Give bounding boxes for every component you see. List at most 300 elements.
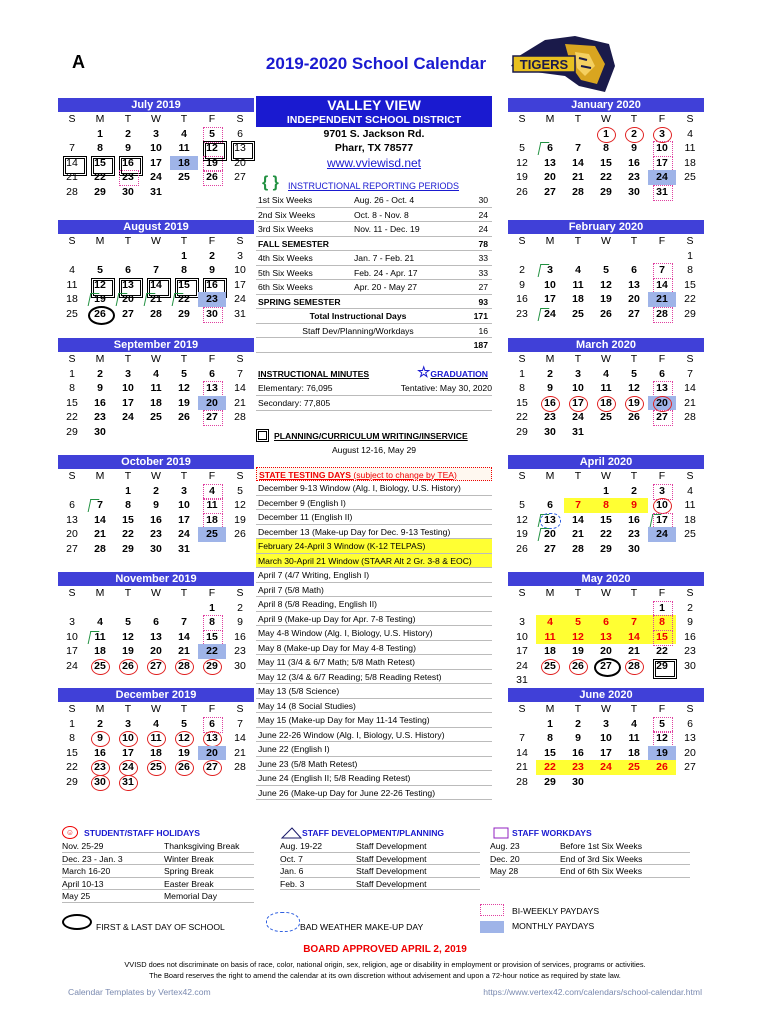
day-cell[interactable]: 29 xyxy=(544,775,556,788)
day-cell[interactable]: 23 xyxy=(86,760,114,775)
day-cell[interactable]: 16 xyxy=(516,293,528,305)
day-cell[interactable]: 6 xyxy=(209,367,215,380)
day-cell[interactable]: 4 xyxy=(631,717,637,730)
day-cell[interactable]: 19 xyxy=(572,645,584,657)
day-cell[interactable]: 16 xyxy=(150,513,162,526)
day-cell[interactable]: 1 xyxy=(69,717,75,730)
day-cell[interactable]: 27 xyxy=(544,542,556,555)
day-cell[interactable]: 29 xyxy=(66,425,78,438)
day-cell[interactable]: 23 xyxy=(150,528,162,540)
day-cell[interactable]: 27 xyxy=(66,542,78,555)
day-cell[interactable]: 8 xyxy=(648,615,676,630)
day-cell[interactable]: 6 xyxy=(198,717,226,732)
day-cell[interactable]: 10 xyxy=(516,630,528,643)
day-cell[interactable]: 10 xyxy=(150,142,162,154)
day-cell[interactable]: 20 xyxy=(114,292,142,307)
day-cell[interactable]: 21 xyxy=(684,396,696,409)
day-cell[interactable]: 16 xyxy=(628,513,640,526)
day-cell[interactable]: 15 xyxy=(544,746,556,759)
day-cell[interactable]: 3 xyxy=(237,249,243,262)
day-cell[interactable]: 26 xyxy=(170,760,198,775)
day-cell[interactable]: 14 xyxy=(684,382,696,394)
day-cell[interactable]: 25 xyxy=(142,760,170,775)
day-cell[interactable]: 12 xyxy=(628,382,640,394)
day-cell[interactable]: 27 xyxy=(198,410,226,425)
day-cell[interactable]: 26 xyxy=(178,411,190,423)
day-cell[interactable]: 30 xyxy=(86,775,114,790)
day-cell[interactable]: 4 xyxy=(603,367,609,380)
day-cell[interactable]: 26 xyxy=(648,760,676,775)
day-cell[interactable]: 10 xyxy=(122,382,134,394)
day-cell[interactable]: 15 xyxy=(648,630,676,645)
day-cell[interactable]: 8 xyxy=(592,498,620,513)
day-cell[interactable]: 27 xyxy=(234,171,246,183)
day-cell[interactable]: 24 xyxy=(114,760,142,775)
day-cell[interactable]: 30 xyxy=(572,775,584,788)
day-cell[interactable]: 28 xyxy=(572,542,584,555)
day-cell[interactable]: 7 xyxy=(237,367,243,380)
day-cell[interactable]: 10 xyxy=(572,382,584,394)
day-cell[interactable]: 25 xyxy=(178,171,190,183)
day-cell[interactable]: 8 xyxy=(198,615,226,630)
day-cell[interactable]: 22 xyxy=(94,171,106,183)
day-cell[interactable]: 8 xyxy=(687,264,693,276)
day-cell[interactable]: 12 xyxy=(198,141,226,156)
day-cell[interactable]: 21 xyxy=(178,645,190,657)
day-cell[interactable]: 14 xyxy=(620,630,648,645)
day-cell[interactable]: 18 xyxy=(544,645,556,657)
day-cell[interactable]: 3 xyxy=(519,616,525,628)
day-cell[interactable]: 24 xyxy=(66,659,78,672)
day-cell[interactable]: 7 xyxy=(86,498,114,513)
day-cell[interactable]: 10 xyxy=(178,499,190,511)
day-cell[interactable]: 4 xyxy=(687,484,693,497)
day-cell[interactable]: 11 xyxy=(684,142,696,154)
day-cell[interactable]: 15 xyxy=(170,278,198,293)
day-cell[interactable]: 16 xyxy=(114,156,142,171)
day-cell[interactable]: 18 xyxy=(684,513,696,526)
day-cell[interactable]: 1 xyxy=(592,127,620,142)
day-cell[interactable]: 17 xyxy=(516,645,528,657)
day-cell[interactable]: 17 xyxy=(648,156,676,171)
day-cell[interactable]: 10 xyxy=(114,731,142,746)
day-cell[interactable]: 30 xyxy=(684,659,696,672)
day-cell[interactable]: 9 xyxy=(86,731,114,746)
day-cell[interactable]: 25 xyxy=(684,171,696,183)
day-cell[interactable]: 8 xyxy=(69,382,75,394)
day-cell[interactable]: 20 xyxy=(684,746,696,759)
day-cell[interactable]: 26 xyxy=(114,659,142,674)
day-cell[interactable]: 17 xyxy=(150,156,162,169)
day-cell[interactable]: 22 xyxy=(536,760,564,775)
day-cell[interactable]: 6 xyxy=(125,264,131,276)
day-cell[interactable]: 17 xyxy=(648,513,676,528)
day-cell[interactable]: 19 xyxy=(234,513,246,526)
day-cell[interactable]: 28 xyxy=(648,307,676,322)
day-cell[interactable]: 5 xyxy=(181,367,187,380)
day-cell[interactable]: 22 xyxy=(684,293,696,305)
day-cell[interactable]: 14 xyxy=(234,732,246,744)
day-cell[interactable]: 23 xyxy=(516,307,528,320)
day-cell[interactable]: 9 xyxy=(519,278,525,291)
day-cell[interactable]: 28 xyxy=(684,411,696,423)
day-cell[interactable]: 17 xyxy=(122,396,134,409)
day-cell[interactable]: 27 xyxy=(648,410,676,425)
day-cell[interactable]: 5 xyxy=(237,484,243,497)
day-cell[interactable]: 15 xyxy=(66,396,78,409)
day-cell[interactable]: 11 xyxy=(86,630,114,645)
day-cell[interactable]: 22 xyxy=(656,645,668,657)
day-cell[interactable]: 8 xyxy=(97,142,103,154)
day-cell[interactable]: 23 xyxy=(94,411,106,423)
day-cell[interactable]: 14 xyxy=(178,630,190,643)
day-cell[interactable]: 15 xyxy=(66,746,78,759)
day-cell[interactable]: 9 xyxy=(237,616,243,628)
day-cell[interactable]: 10 xyxy=(234,264,246,276)
day-cell[interactable]: 25 xyxy=(150,411,162,423)
day-cell[interactable]: 17 xyxy=(564,396,592,411)
day-cell[interactable]: 31 xyxy=(234,307,246,320)
day-cell[interactable]: 31 xyxy=(114,775,142,790)
day-cell[interactable]: 26 xyxy=(600,307,612,320)
day-cell[interactable]: 6 xyxy=(69,499,75,511)
day-cell[interactable]: 3 xyxy=(575,367,581,380)
day-cell[interactable]: 21 xyxy=(628,645,640,657)
footer-credit-link[interactable]: Calendar Templates by Vertex42.com xyxy=(68,987,211,997)
day-cell[interactable]: 7 xyxy=(575,142,581,154)
day-cell[interactable]: 29 xyxy=(684,307,696,320)
day-cell[interactable]: 24 xyxy=(150,171,162,183)
day-cell[interactable]: 28 xyxy=(516,775,528,788)
day-cell[interactable]: 27 xyxy=(122,307,134,320)
district-website-link[interactable]: www.vviewisd.net xyxy=(326,156,422,170)
day-cell[interactable]: 2 xyxy=(687,601,693,614)
day-cell[interactable]: 9 xyxy=(631,142,637,154)
day-cell[interactable]: 16 xyxy=(572,746,584,759)
day-cell[interactable]: 5 xyxy=(603,264,609,276)
day-cell[interactable]: 16 xyxy=(628,156,640,169)
day-cell[interactable]: 12 xyxy=(516,513,528,526)
day-cell[interactable]: 17 xyxy=(66,645,78,657)
day-cell[interactable]: 19 xyxy=(198,156,226,171)
day-cell[interactable]: 24 xyxy=(536,307,564,322)
day-cell[interactable]: 4 xyxy=(687,127,693,140)
day-cell[interactable]: 1 xyxy=(519,367,525,380)
day-cell[interactable]: 6 xyxy=(592,615,620,630)
day-cell[interactable]: 6 xyxy=(547,499,553,511)
day-cell[interactable]: 2 xyxy=(519,264,525,276)
day-cell[interactable]: 28 xyxy=(620,659,648,674)
day-cell[interactable]: 13 xyxy=(536,513,564,528)
day-cell[interactable]: 12 xyxy=(600,278,612,291)
day-cell[interactable]: 27 xyxy=(628,307,640,320)
day-cell[interactable]: 7 xyxy=(687,367,693,380)
day-cell[interactable]: 20 xyxy=(600,645,612,657)
day-cell[interactable]: 17 xyxy=(122,746,134,759)
day-cell[interactable]: 26 xyxy=(86,307,114,322)
day-cell[interactable]: 11 xyxy=(628,732,640,744)
day-cell[interactable]: 15 xyxy=(516,396,528,409)
day-cell[interactable]: 24 xyxy=(648,527,676,542)
day-cell[interactable]: 21 xyxy=(572,171,584,183)
day-cell[interactable]: 26 xyxy=(564,659,592,674)
day-cell[interactable]: 25 xyxy=(600,411,612,423)
day-cell[interactable]: 27 xyxy=(684,761,696,773)
day-cell[interactable]: 21 xyxy=(572,528,584,540)
day-cell[interactable]: 11 xyxy=(178,142,190,154)
day-cell[interactable]: 11 xyxy=(150,382,162,394)
day-cell[interactable]: 9 xyxy=(575,732,581,744)
day-cell[interactable]: 5 xyxy=(97,264,103,276)
day-cell[interactable]: 1 xyxy=(603,484,609,497)
day-cell[interactable]: 7 xyxy=(648,263,676,278)
day-cell[interactable]: 26 xyxy=(628,411,640,423)
day-cell[interactable]: 31 xyxy=(516,674,528,686)
day-cell[interactable]: 13 xyxy=(544,156,556,169)
day-cell[interactable]: 13 xyxy=(648,381,676,396)
day-cell[interactable]: 30 xyxy=(234,659,246,672)
day-cell[interactable]: 12 xyxy=(516,156,528,169)
day-cell[interactable]: 12 xyxy=(170,731,198,746)
day-cell[interactable]: 18 xyxy=(170,156,198,171)
day-cell[interactable]: 20 xyxy=(66,528,78,540)
day-cell[interactable]: 25 xyxy=(66,307,78,320)
day-cell[interactable]: 16 xyxy=(198,278,226,293)
day-cell[interactable]: 18 xyxy=(198,513,226,528)
day-cell[interactable]: 26 xyxy=(198,170,226,185)
day-cell[interactable]: 14 xyxy=(516,746,528,759)
day-cell[interactable]: 24 xyxy=(178,528,190,540)
day-cell[interactable]: 19 xyxy=(648,746,676,761)
day-cell[interactable]: 18 xyxy=(592,396,620,411)
day-cell[interactable]: 31 xyxy=(648,185,676,200)
day-cell[interactable]: 12 xyxy=(178,382,190,394)
day-cell[interactable]: 5 xyxy=(519,142,525,154)
day-cell[interactable]: 5 xyxy=(564,615,592,630)
day-cell[interactable]: 18 xyxy=(684,156,696,169)
day-cell[interactable]: 1 xyxy=(97,127,103,140)
day-cell[interactable]: 30 xyxy=(544,425,556,438)
day-cell[interactable]: 29 xyxy=(66,775,78,788)
day-cell[interactable]: 7 xyxy=(153,264,159,276)
day-cell[interactable]: 18 xyxy=(572,293,584,305)
day-cell[interactable]: 9 xyxy=(547,382,553,394)
day-cell[interactable]: 30 xyxy=(94,425,106,438)
day-cell[interactable]: 25 xyxy=(620,760,648,775)
day-cell[interactable]: 7 xyxy=(69,142,75,154)
day-cell[interactable]: 29 xyxy=(516,425,528,438)
day-cell[interactable]: 13 xyxy=(628,278,640,291)
day-cell[interactable]: 20 xyxy=(234,156,246,169)
day-cell[interactable]: 21 xyxy=(234,746,246,759)
day-cell[interactable]: 29 xyxy=(178,307,190,320)
day-cell[interactable]: 2 xyxy=(97,717,103,730)
day-cell[interactable]: 22 xyxy=(66,761,78,773)
day-cell[interactable]: 29 xyxy=(198,659,226,674)
day-cell[interactable]: 20 xyxy=(544,171,556,183)
day-cell[interactable]: 9 xyxy=(153,499,159,511)
day-cell[interactable]: 15 xyxy=(600,156,612,169)
day-cell[interactable]: 14 xyxy=(648,278,676,293)
day-cell[interactable]: 23 xyxy=(234,645,246,657)
day-cell[interactable]: 14 xyxy=(234,382,246,394)
day-cell[interactable]: 22 xyxy=(66,411,78,423)
day-cell[interactable]: 12 xyxy=(648,731,676,746)
day-cell[interactable]: 4 xyxy=(69,264,75,276)
day-cell[interactable]: 8 xyxy=(547,732,553,744)
day-cell[interactable]: 3 xyxy=(69,616,75,628)
day-cell[interactable]: 19 xyxy=(516,528,528,540)
day-cell[interactable]: 11 xyxy=(66,278,78,291)
day-cell[interactable]: 17 xyxy=(544,293,556,305)
day-cell[interactable]: 27 xyxy=(142,659,170,674)
day-cell[interactable]: 1 xyxy=(209,601,215,614)
day-cell[interactable]: 7 xyxy=(181,616,187,628)
day-cell[interactable]: 5 xyxy=(198,127,226,142)
day-cell[interactable]: 19 xyxy=(122,645,134,657)
day-cell[interactable]: 16 xyxy=(234,630,246,643)
day-cell[interactable]: 23 xyxy=(544,411,556,423)
day-cell[interactable]: 5 xyxy=(519,499,525,511)
day-cell[interactable]: 17 xyxy=(178,513,190,526)
day-cell[interactable]: 15 xyxy=(684,278,696,291)
day-cell[interactable]: 9 xyxy=(687,616,693,628)
day-cell[interactable]: 22 xyxy=(170,292,198,307)
day-cell[interactable]: 8 xyxy=(125,499,131,511)
day-cell[interactable]: 17 xyxy=(600,746,612,759)
day-cell[interactable]: 13 xyxy=(66,513,78,526)
day-cell[interactable]: 22 xyxy=(600,528,612,540)
day-cell[interactable]: 13 xyxy=(198,731,226,746)
day-cell[interactable]: 22 xyxy=(198,644,226,659)
day-cell[interactable]: 7 xyxy=(237,717,243,730)
day-cell[interactable]: 19 xyxy=(600,293,612,305)
day-cell[interactable]: 3 xyxy=(125,717,131,730)
day-cell[interactable]: 27 xyxy=(544,185,556,198)
day-cell[interactable]: 20 xyxy=(150,645,162,657)
day-cell[interactable]: 5 xyxy=(125,616,131,628)
day-cell[interactable]: 4 xyxy=(153,367,159,380)
day-cell[interactable]: 14 xyxy=(58,156,86,171)
day-cell[interactable]: 7 xyxy=(519,732,525,744)
day-cell[interactable]: 13 xyxy=(114,278,142,293)
day-cell[interactable]: 14 xyxy=(94,513,106,526)
day-cell[interactable]: 9 xyxy=(209,264,215,276)
day-cell[interactable]: 2 xyxy=(153,484,159,497)
day-cell[interactable]: 3 xyxy=(181,484,187,497)
day-cell[interactable]: 14 xyxy=(572,513,584,526)
day-cell[interactable]: 26 xyxy=(234,528,246,540)
day-cell[interactable]: 16 xyxy=(536,396,564,411)
day-cell[interactable]: 18 xyxy=(66,293,78,305)
day-cell[interactable]: 28 xyxy=(170,659,198,674)
day-cell[interactable]: 28 xyxy=(572,185,584,198)
day-cell[interactable]: 6 xyxy=(687,717,693,730)
day-cell[interactable]: 8 xyxy=(181,264,187,276)
day-cell[interactable]: 4 xyxy=(575,264,581,276)
day-cell[interactable]: 28 xyxy=(66,185,78,198)
footer-url-link[interactable]: https://www.vertex42.com/calendars/school-calendar.html xyxy=(483,987,702,997)
day-cell[interactable]: 29 xyxy=(122,542,134,555)
day-cell[interactable]: 4 xyxy=(153,717,159,730)
day-cell[interactable]: 8 xyxy=(69,732,75,744)
day-cell[interactable]: 3 xyxy=(648,127,676,142)
day-cell[interactable]: 10 xyxy=(648,141,676,156)
day-cell[interactable]: 9 xyxy=(125,142,131,154)
day-cell[interactable]: 13 xyxy=(226,141,254,156)
day-cell[interactable]: 19 xyxy=(178,396,190,409)
day-cell[interactable]: 23 xyxy=(628,528,640,540)
day-cell[interactable]: 28 xyxy=(234,761,246,773)
day-cell[interactable]: 28 xyxy=(234,411,246,423)
day-cell[interactable]: 29 xyxy=(94,185,106,198)
day-cell[interactable]: 22 xyxy=(600,171,612,183)
day-cell[interactable]: 7 xyxy=(564,498,592,513)
day-cell[interactable]: 16 xyxy=(684,630,696,643)
day-cell[interactable]: 11 xyxy=(572,278,584,291)
day-cell[interactable]: 4 xyxy=(536,615,564,630)
day-cell[interactable]: 24 xyxy=(648,170,676,185)
day-cell[interactable]: 10 xyxy=(66,630,78,643)
day-cell[interactable]: 23 xyxy=(114,170,142,185)
day-cell[interactable]: 8 xyxy=(603,142,609,154)
day-cell[interactable]: 20 xyxy=(648,396,676,411)
day-cell[interactable]: 6 xyxy=(237,127,243,140)
day-cell[interactable]: 12 xyxy=(86,278,114,293)
day-cell[interactable]: 3 xyxy=(153,127,159,140)
day-cell[interactable]: 24 xyxy=(516,659,528,672)
day-cell[interactable]: 2 xyxy=(97,367,103,380)
day-cell[interactable]: 22 xyxy=(516,411,528,423)
day-cell[interactable]: 30 xyxy=(198,307,226,322)
day-cell[interactable]: 3 xyxy=(536,263,564,278)
day-cell[interactable]: 2 xyxy=(547,367,553,380)
day-cell[interactable]: 24 xyxy=(234,293,246,305)
day-cell[interactable]: 6 xyxy=(153,616,159,628)
day-cell[interactable]: 11 xyxy=(684,499,696,511)
day-cell[interactable]: 23 xyxy=(628,171,640,183)
day-cell[interactable]: 4 xyxy=(198,484,226,499)
day-cell[interactable]: 11 xyxy=(198,498,226,513)
day-cell[interactable]: 23 xyxy=(564,760,592,775)
day-cell[interactable]: 30 xyxy=(122,185,134,198)
day-cell[interactable]: 15 xyxy=(86,156,114,171)
day-cell[interactable]: 18 xyxy=(150,746,162,759)
day-cell[interactable]: 22 xyxy=(122,528,134,540)
day-cell[interactable]: 19 xyxy=(178,746,190,759)
day-cell[interactable]: 2 xyxy=(209,249,215,262)
day-cell[interactable]: 23 xyxy=(198,292,226,307)
day-cell[interactable]: 11 xyxy=(600,382,612,394)
day-cell[interactable]: 1 xyxy=(125,484,131,497)
day-cell[interactable]: 1 xyxy=(648,601,676,616)
day-cell[interactable]: 4 xyxy=(181,127,187,140)
day-cell[interactable]: 31 xyxy=(178,542,190,555)
day-cell[interactable]: 13 xyxy=(198,381,226,396)
day-cell[interactable]: 6 xyxy=(536,141,564,156)
day-cell[interactable]: 19 xyxy=(516,171,528,183)
day-cell[interactable]: 2 xyxy=(575,717,581,730)
day-cell[interactable]: 6 xyxy=(631,264,637,276)
day-cell[interactable]: 2 xyxy=(620,127,648,142)
day-cell[interactable]: 16 xyxy=(94,746,106,759)
day-cell[interactable]: 25 xyxy=(198,527,226,542)
day-cell[interactable]: 23 xyxy=(684,645,696,657)
day-cell[interactable]: 30 xyxy=(628,542,640,555)
day-cell[interactable]: 8 xyxy=(519,382,525,394)
day-cell[interactable]: 24 xyxy=(122,411,134,423)
day-cell[interactable]: 3 xyxy=(648,484,676,499)
